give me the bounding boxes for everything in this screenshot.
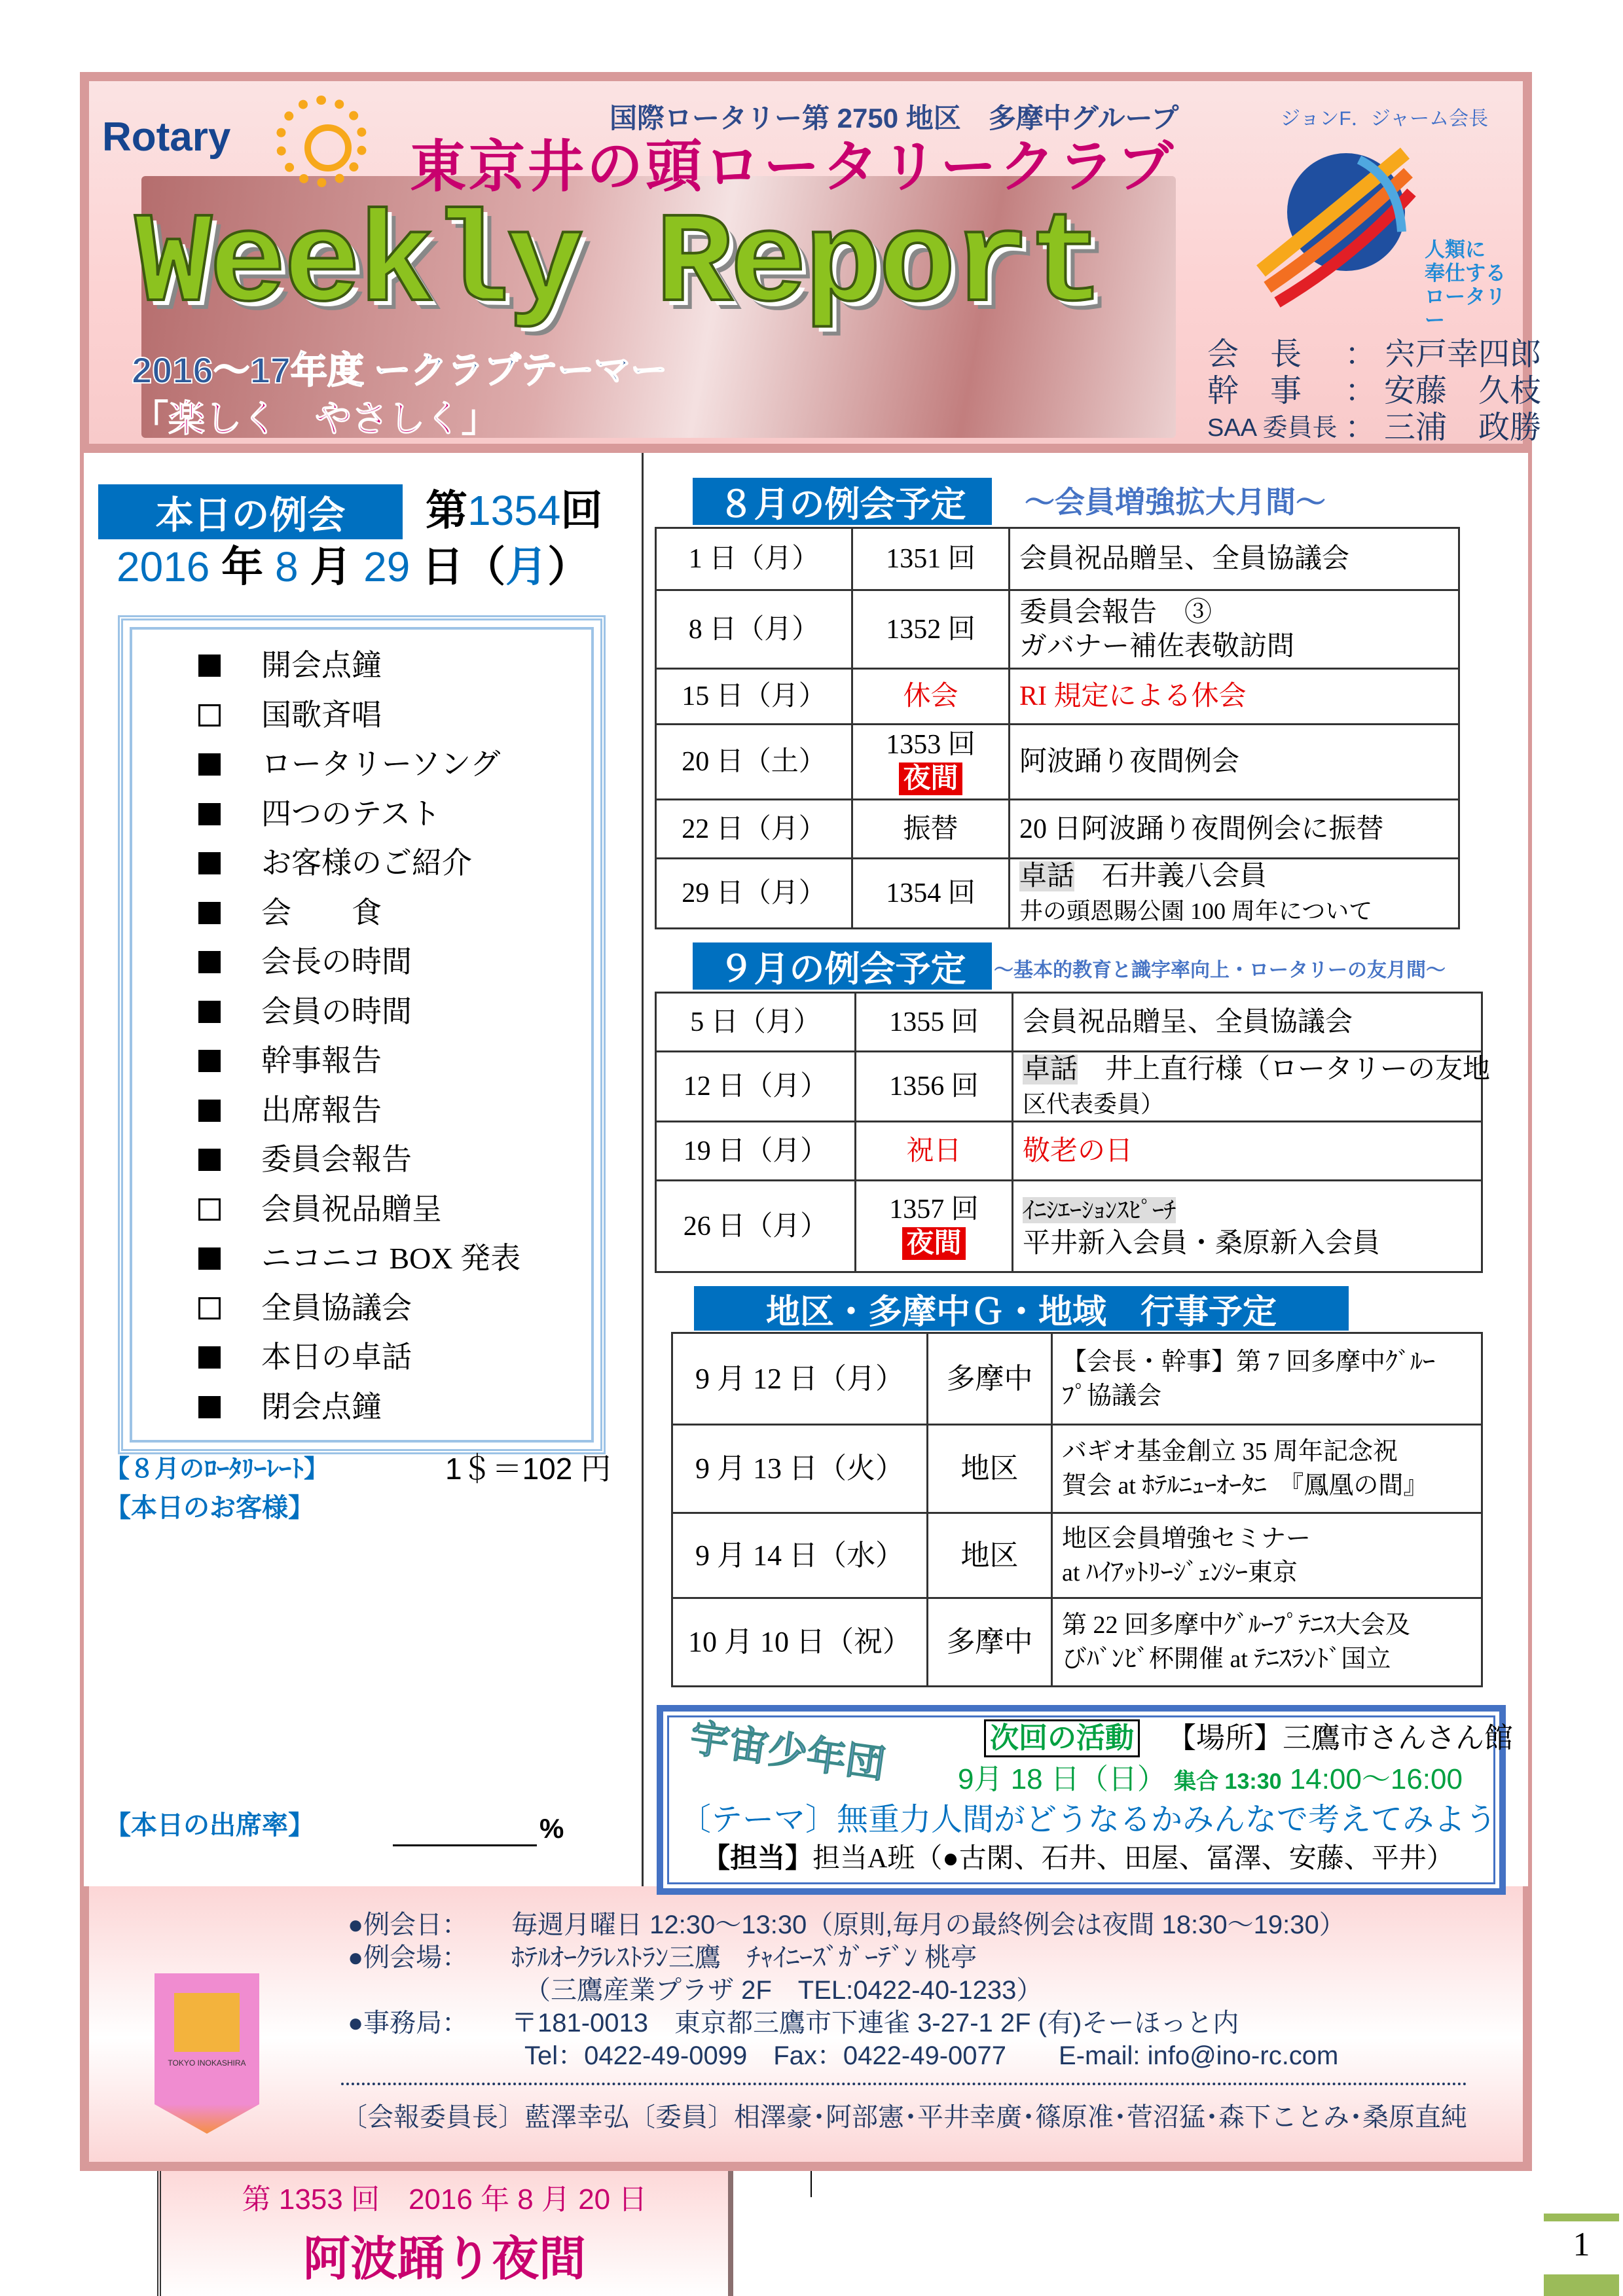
rotary-rate-label: 【８月のﾛｰﾀﾘｰﾚｰﾄ】 [105, 1456, 329, 1483]
rotary-logo-text: Rotary [102, 115, 231, 160]
meeting-number: 1353 回 [886, 730, 976, 760]
club-name: 東京井の頭ロータリークラブ [410, 135, 1176, 198]
rotary-rate-value: 1＄＝102 円 [445, 1452, 611, 1486]
attendance-percent: % [539, 1813, 564, 1844]
filled-square-icon [198, 1247, 221, 1270]
events-heading: 地区・多摩中Ｇ・地域 行事予定 [694, 1286, 1349, 1331]
schedule-content: 石井義八会員 [1074, 861, 1267, 891]
program-item-label: 出席報告 [261, 1093, 382, 1127]
program-item [198, 797, 441, 832]
program-item [198, 747, 500, 782]
editorial-committee: 〔会報委員長〕藍澤幸弘〔委員〕相澤豪･阿部憲･平井幸廣･篠原准･菅沼猛･森下ことみ･桑原直純 [341, 2103, 1467, 2132]
event-content-cell [1052, 1333, 1482, 1425]
schedule-number-cell [852, 528, 1010, 590]
ri-theme-slogan [1425, 238, 1523, 332]
meeting-number: 1357 回 [889, 1194, 979, 1225]
schedule-date: 20 日（土） [656, 725, 852, 800]
schedule-number-cell [856, 993, 1013, 1052]
schedule-content-cell [1010, 669, 1459, 725]
meeting-number: 1356 回 [889, 1071, 979, 1102]
page-number-bar-bottom [1544, 2274, 1619, 2296]
attendance-label: 【本日の出席率】 [105, 1811, 314, 1840]
meeting-number: 1352 回 [886, 614, 976, 645]
today-meeting-heading: 本日の例会 [98, 484, 403, 539]
program-item [198, 1340, 412, 1375]
club-pennant-icon [148, 1918, 266, 2134]
filled-square-icon [198, 902, 221, 924]
event-content-cell [1052, 1425, 1482, 1513]
activity-theme: 〔テーマ〕無重力人間がどうなるかみんなで考えてみよう [680, 1803, 1497, 1837]
officer-secretary: 幹 事 ： 安藤 久枝 [1207, 374, 1542, 408]
program-item [198, 698, 382, 733]
empty-square-icon [198, 1297, 221, 1319]
filled-square-icon [198, 1149, 221, 1171]
theme-globe-icon [1248, 140, 1418, 310]
activity-datetime: 9月 18 日（日） 集合 13:30 14:00～16:00 [958, 1763, 1463, 1795]
schedule-date: 29 日（月） [656, 859, 852, 929]
event-content: バギオ基金創立 35 周年記念祝 [1062, 1438, 1398, 1465]
newsletter-title: Weekly Report [135, 193, 1103, 338]
schedule-content: 委員会報告 ③ [1019, 597, 1213, 628]
schedule-number-cell [856, 1181, 1013, 1272]
program-item [198, 1192, 442, 1227]
event-scope: 地区 [928, 1513, 1052, 1598]
schedule-content-cell [1013, 1122, 1482, 1181]
september-schedule-table [655, 992, 1491, 1273]
club-info-footer [80, 1886, 1532, 2171]
schedule-content-cell [1010, 725, 1459, 800]
event-scope: 多摩中 [928, 1333, 1052, 1425]
schedule-number-cell [856, 1052, 1013, 1122]
pennant-text: TOKYO INOKASHIRA [168, 2058, 246, 2068]
schedule-date: 1 日（月） [656, 528, 852, 590]
previous-meeting-date: 第 1353 回 2016 年 8 月 20 日 [242, 2183, 647, 2215]
activity-staff: 【担当】担当A班（●古閑、石井、田屋、冨澤、安藤、平井） [702, 1844, 1454, 1874]
activity-place: 【場所】三鷹市さんさん館 [1167, 1722, 1513, 1754]
event-row [672, 1425, 1482, 1513]
schedule-content: 区代表委員） [1023, 1091, 1165, 1117]
schedule-row [656, 1052, 1482, 1122]
schedule-row [656, 1122, 1482, 1181]
schedule-number-cell [852, 669, 1010, 725]
office-address: ●事務局： 〒181-0013 東京都三鷹市下連雀 3-27-1 2F (有)そーほっと内 [348, 2009, 1239, 2037]
filled-square-icon [198, 1396, 221, 1418]
schedule-content-cell [1013, 1052, 1491, 1122]
schedule-number-cell [852, 590, 1010, 669]
meeting-number: 第1354回 [426, 487, 603, 534]
program-item-label: 開会点鐘 [261, 649, 382, 682]
schedule-row [656, 590, 1459, 669]
filled-square-icon [198, 655, 221, 677]
page-number: 1 [1573, 2226, 1590, 2263]
event-content: ﾌﾟ協議会 [1062, 1382, 1162, 1410]
schedule-content: 敬老の日 [1023, 1136, 1133, 1166]
event-row [672, 1333, 1482, 1425]
program-item [198, 1142, 412, 1177]
meeting-day: ●例会日： 毎週月曜日 12:30～13:30（原則,毎月の最終例会は夜間 18:30～19:30） [348, 1910, 1345, 1939]
september-subtitle: ～基本的教育と識字率向上・ロータリーの友月間～ [994, 960, 1446, 981]
program-item-label: 国歌斉唱 [261, 698, 382, 732]
schedule-date: 8 日（月） [656, 590, 852, 669]
august-subtitle: ～会員増強拡大月間～ [1025, 485, 1326, 519]
schedule-date: 12 日（月） [656, 1052, 856, 1122]
officers-list [1207, 336, 1541, 446]
program-item-label: ロータリーソング [261, 747, 501, 781]
program-item [198, 1291, 412, 1326]
filled-square-icon [198, 1001, 221, 1023]
footer-separator [341, 2083, 1467, 2085]
schedule-row [656, 669, 1459, 725]
schedule-content: RI 規定による休会 [1019, 681, 1247, 711]
filled-square-icon [198, 1050, 221, 1072]
empty-square-icon [198, 704, 221, 726]
filled-square-icon [198, 951, 221, 973]
event-content: 賀会 at ﾎﾃﾙﾆｭｰｵｰﾀﾆ 『鳳凰の間』 [1062, 1472, 1429, 1499]
program-item [198, 895, 382, 931]
slogan-line: 人類に [1425, 238, 1486, 261]
officer-president: 会 長 ： 宍戸幸四郎 [1207, 337, 1542, 372]
event-scope: 地区 [928, 1425, 1052, 1513]
club-theme: 「楽しく やさしく」 [132, 398, 498, 439]
talk-tag: 卓話 [1023, 1054, 1078, 1085]
program-item-label: 会員の時間 [261, 994, 412, 1028]
office-contact: Tel：0422-49-0099 Fax：0422-49-0077 E-mail: info@ino-rc.com [524, 2041, 1339, 2070]
program-item-label: 四つのテスト [261, 797, 441, 831]
meeting-program [118, 615, 606, 1454]
schedule-content: 20 日阿波踊り夜間例会に振替 [1019, 814, 1384, 844]
august-heading: ８月の例会予定 [693, 478, 992, 525]
program-item-label: 閉会点鐘 [261, 1390, 382, 1424]
column-divider [642, 453, 644, 1886]
schedule-date: 15 日（月） [656, 669, 852, 725]
officer-saa: SAA 委員長 ： 三浦 政勝 [1207, 410, 1542, 445]
meeting-number: 休会 [903, 681, 958, 711]
schedule-row [656, 528, 1459, 590]
next-activity-label: 次回の活動 [984, 1719, 1140, 1757]
schedule-date: 26 日（月） [656, 1181, 856, 1272]
schedule-content: ガバナー補佐表敬訪問 [1019, 631, 1295, 662]
program-item [198, 1241, 520, 1276]
district-line: 国際ロータリー第 2750 地区 多摩中グループ [610, 103, 1179, 134]
schedule-content: 会員祝品贈呈、全員協議会 [1019, 544, 1350, 574]
meeting-number: 振替 [903, 814, 958, 844]
ri-president: ジョンF．ジャーム会長 [1281, 108, 1489, 130]
schedule-content: 会員祝品贈呈、全員協議会 [1023, 1007, 1353, 1037]
program-item [198, 944, 412, 980]
slogan-line: 奉仕する [1425, 262, 1506, 285]
meeting-number: 1351 回 [886, 544, 976, 574]
filled-square-icon [198, 1100, 221, 1122]
schedule-content: 井の頭恩賜公園 100 周年について [1019, 898, 1373, 924]
program-item-label: 会 食 [261, 895, 382, 929]
program-item-label: 会員祝品贈呈 [261, 1192, 442, 1226]
event-content: 第 22 回多摩中ｸﾞﾙｰﾌﾟﾃﾆｽ大会及 [1062, 1611, 1411, 1639]
event-date: 9 月 14 日（水） [672, 1513, 928, 1598]
space-club-logo: 宇宙少年団 [687, 1715, 888, 1787]
events-table [671, 1332, 1483, 1687]
schedule-content: 阿波踊り夜間例会 [1019, 747, 1240, 777]
meeting-date: 2016 年 8 月 29 日（月） [117, 543, 590, 590]
event-content-cell [1052, 1598, 1482, 1687]
event-content: 【会長・幹事】第 7 回多摩中ｸﾞﾙｰ [1062, 1348, 1436, 1376]
schedule-row [656, 993, 1482, 1052]
meeting-number: 1355 回 [889, 1007, 979, 1037]
previous-meeting-card [157, 2170, 733, 2296]
program-item-label: 会長の時間 [261, 945, 412, 978]
schedule-content-cell [1010, 590, 1459, 669]
program-item [198, 846, 472, 881]
schedule-number-cell [852, 725, 1010, 800]
program-item-label: お客様のご紹介 [261, 846, 472, 880]
event-content-cell [1052, 1513, 1482, 1598]
program-item-label: ニコニコ BOX 発表 [261, 1242, 521, 1275]
text-cursor-mark [811, 2171, 812, 2197]
schedule-content-cell [1010, 528, 1459, 590]
program-item [198, 1390, 382, 1425]
event-content: at ﾊｲｱｯﾄﾘｰｼﾞｪﾝｼｰ東京 [1062, 1558, 1298, 1587]
page-number-bar-top [1544, 2214, 1619, 2221]
event-row [672, 1513, 1482, 1598]
filled-square-icon [198, 852, 221, 874]
filled-square-icon [198, 803, 221, 825]
schedule-content: 平井新入会員・桑原新入会員 [1023, 1228, 1381, 1259]
schedule-number-cell [852, 859, 1010, 929]
space-club-notice [657, 1705, 1513, 1895]
attendance-blank [393, 1844, 537, 1846]
schedule-content-cell [1013, 993, 1482, 1052]
meeting-venue: ●例会場： ﾎﾃﾙｵｰｸﾗﾚｽﾄﾗﾝ三鷹 ﾁｬｲﾆｰｽﾞｶﾞｰﾃﾞﾝ 桃亭 [348, 1943, 977, 1972]
program-item [198, 1093, 382, 1128]
september-heading: ９月の例会予定 [693, 942, 992, 990]
talk-tag: ｲﾆｼｴｰｼｮﾝｽﾋﾟｰﾁ [1023, 1196, 1176, 1223]
night-badge: 夜間 [902, 1227, 965, 1260]
program-item-label: 委員会報告 [261, 1143, 412, 1176]
filled-square-icon [198, 753, 221, 776]
program-item [198, 648, 382, 683]
program-item-label: 本日の卓話 [261, 1340, 412, 1374]
event-content: びﾊﾞﾝﾋﾞ杯開催 at ﾃﾆｽﾗﾝﾄﾞ国立 [1062, 1645, 1391, 1673]
august-schedule-table [655, 527, 1460, 929]
schedule-row [656, 800, 1459, 859]
schedule-content-cell [1010, 859, 1459, 929]
program-item [198, 994, 412, 1030]
schedule-date: 19 日（月） [656, 1122, 856, 1181]
empty-square-icon [198, 1198, 221, 1221]
year-theme-label: 2016～17年度 ークラブテーマー [132, 350, 668, 391]
schedule-date: 22 日（月） [656, 800, 852, 859]
schedule-content-cell [1013, 1181, 1482, 1272]
meeting-number: 祝日 [906, 1136, 962, 1166]
event-date: 10 月 10 日（祝） [672, 1598, 928, 1687]
program-item [198, 1043, 382, 1079]
schedule-content-cell [1010, 800, 1459, 859]
masthead [80, 72, 1542, 453]
filled-square-icon [198, 1346, 221, 1369]
meeting-venue-detail: （三鷹産業プラザ 2F TEL:0422-40-1233） [524, 1976, 1043, 2005]
meeting-number: 1354 回 [886, 878, 976, 908]
event-date: 9 月 13 日（火） [672, 1425, 928, 1513]
schedule-row [656, 859, 1459, 929]
schedule-number-cell [856, 1122, 1013, 1181]
program-item-label: 幹事報告 [261, 1044, 382, 1077]
rotary-wheel-icon [276, 96, 367, 187]
event-date: 9 月 12 日（月） [672, 1333, 928, 1425]
guests-label: 【本日のお客様】 [105, 1494, 314, 1522]
slogan-line: ロータリー [1425, 285, 1506, 332]
talk-tag: 卓話 [1019, 861, 1075, 891]
event-row [672, 1598, 1482, 1687]
program-item-label: 全員協議会 [261, 1291, 412, 1325]
event-scope: 多摩中 [928, 1598, 1052, 1687]
schedule-row [656, 1181, 1482, 1272]
event-content: 地区会員増強セミナー [1062, 1524, 1311, 1552]
schedule-date: 5 日（月） [656, 993, 856, 1052]
schedule-row [656, 725, 1459, 800]
night-badge: 夜間 [899, 762, 962, 795]
schedule-number-cell [852, 800, 1010, 859]
previous-meeting-title: 阿波踊り夜間 [302, 2233, 586, 2286]
schedule-content: 井上直行様（ロータリーの友地 [1078, 1054, 1491, 1085]
